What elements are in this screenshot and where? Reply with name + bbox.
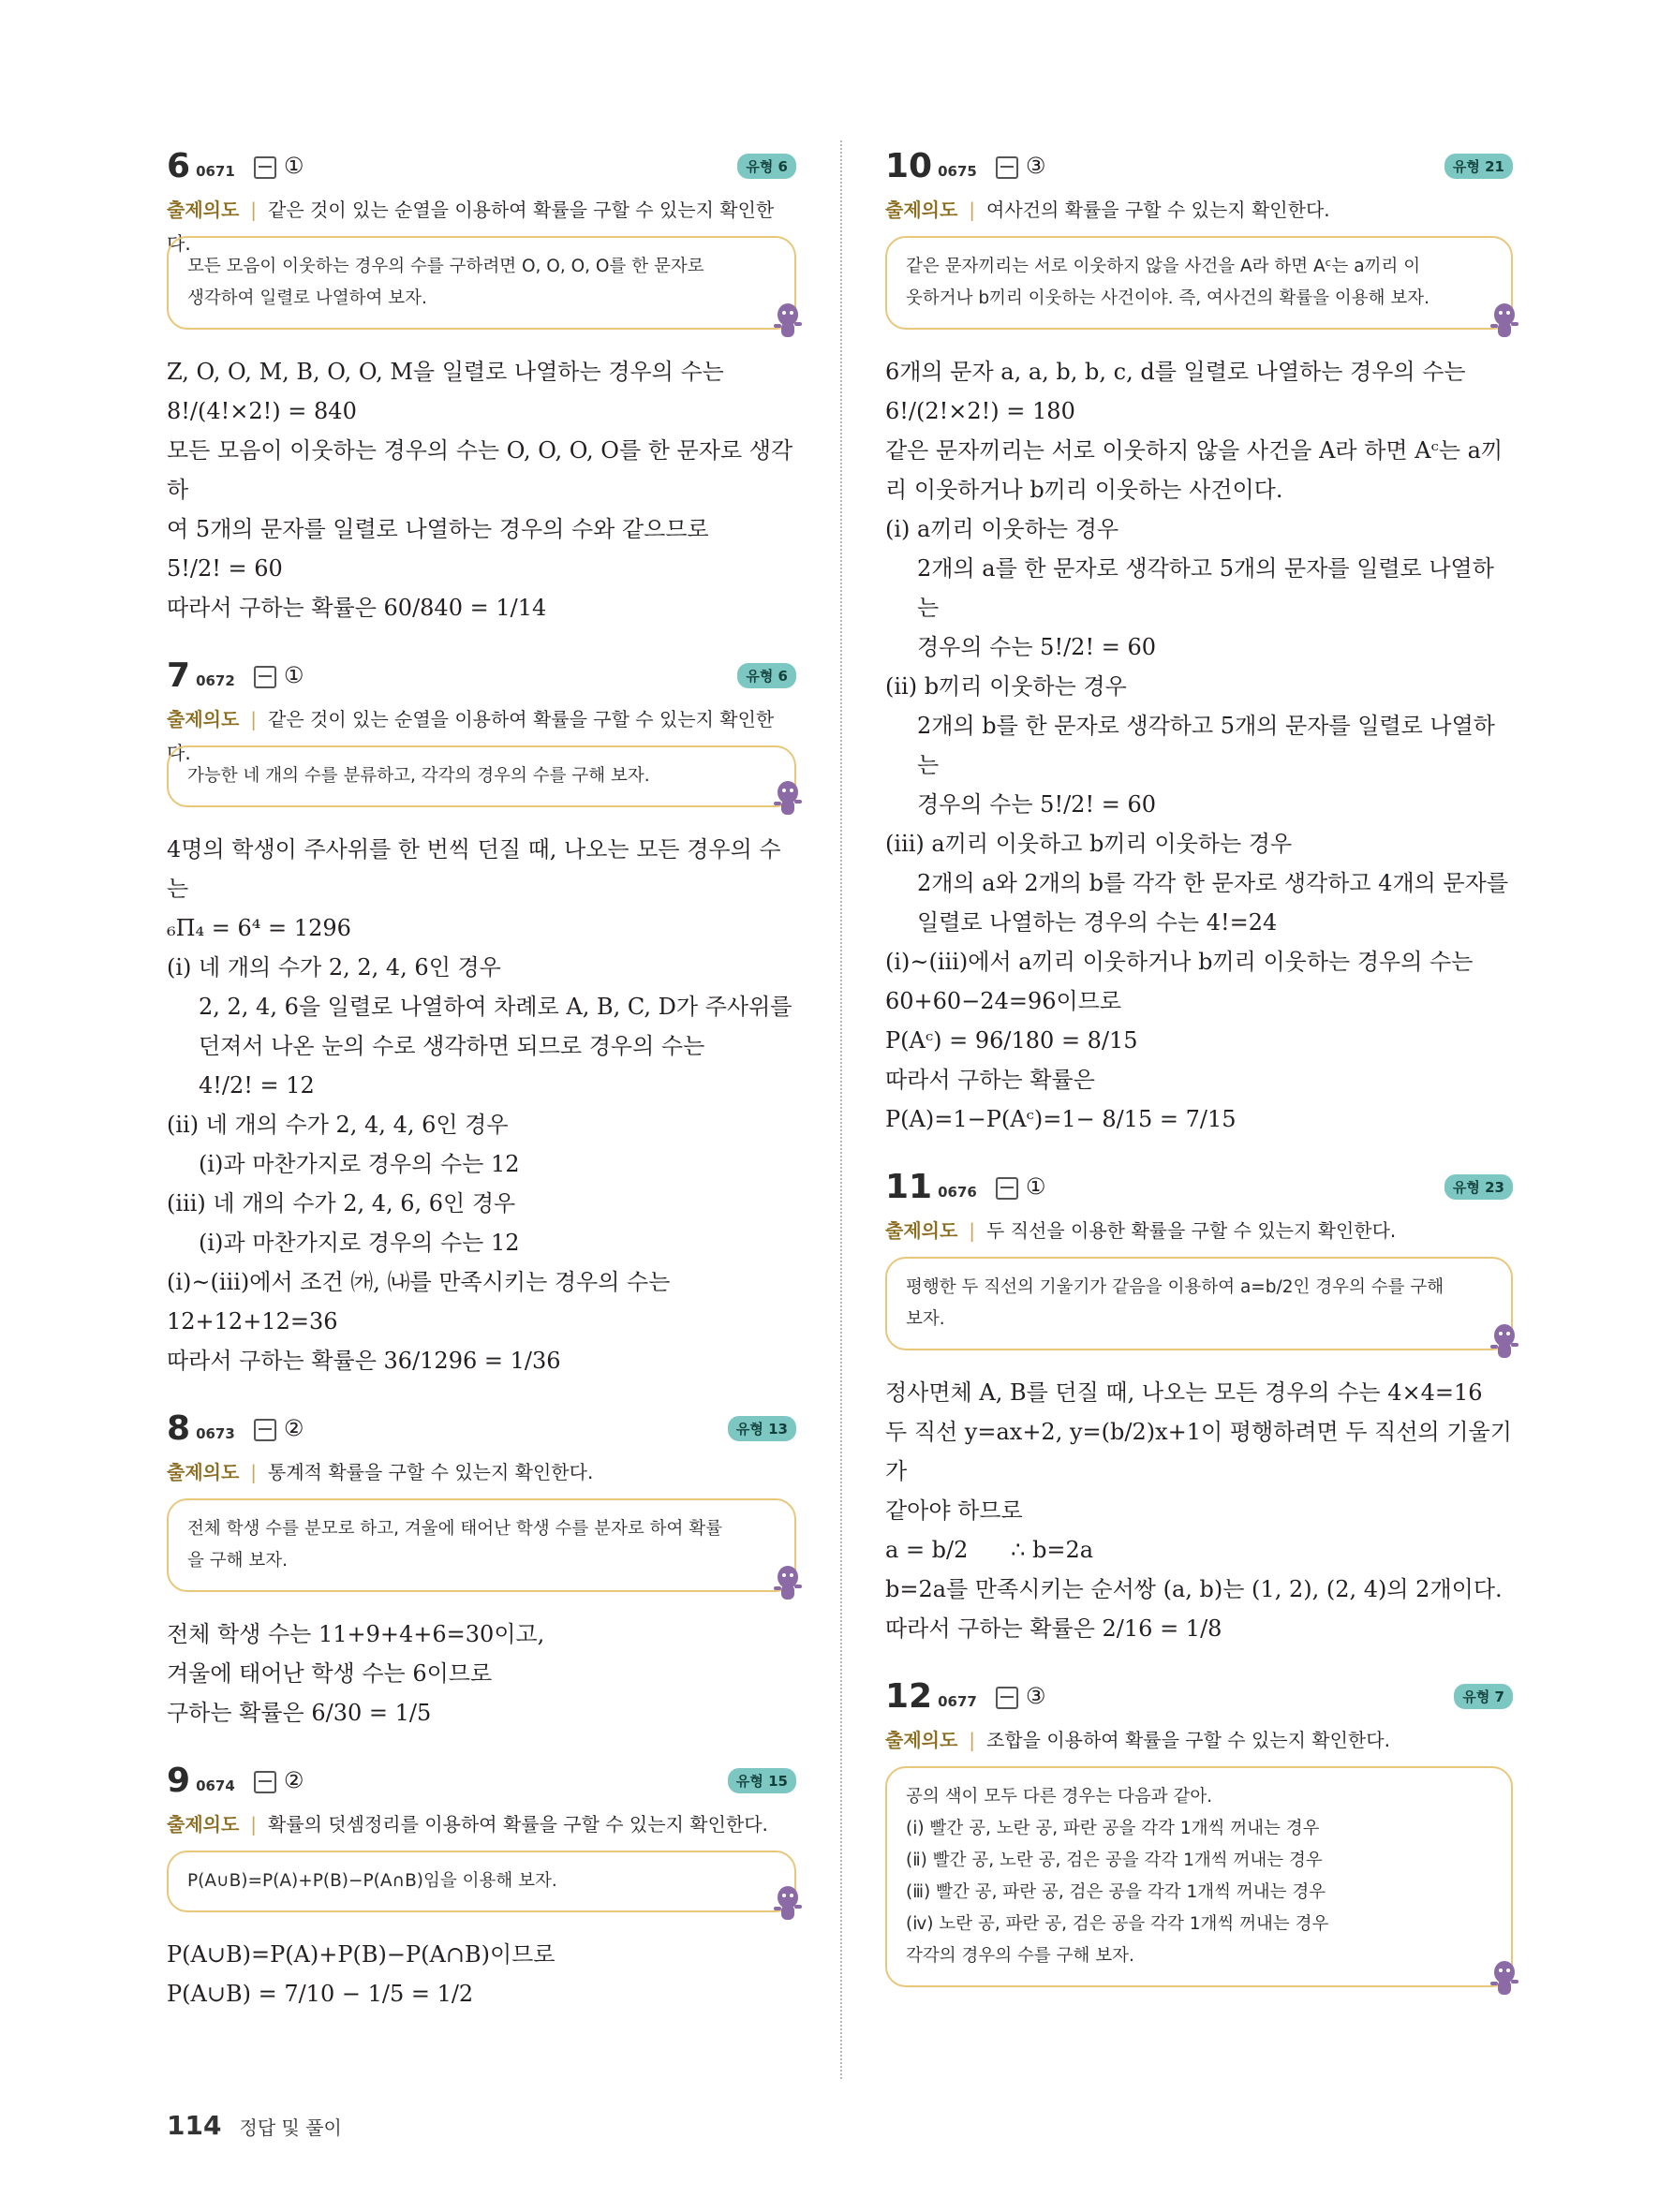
problem-number: 10	[885, 146, 933, 185]
page-number: 114	[167, 2110, 222, 2141]
solution-line: Z, O, O, M, B, O, O, M을 일렬로 나열하는 경우의 수는	[167, 359, 724, 385]
solution-line: (ⅰ) 네 개의 수가 2, 2, 4, 6인 경우	[167, 954, 501, 981]
solution	[167, 1935, 796, 2013]
type-badge: 유형 13	[728, 1416, 796, 1441]
intent-separator: |	[969, 1729, 976, 1751]
intent-text: 통계적 확률을 구할 수 있는지 확인한다.	[268, 1461, 594, 1483]
intent-text: 같은 것이 있는 순열을 이용하여 확률을 구할 수 있는지 확인한다.	[167, 708, 775, 764]
intent-label: 출제의도	[167, 708, 240, 730]
hint-line: 생각하여 일렬로 나열하여 보자.	[187, 288, 427, 308]
intent-text: 여사건의 확률을 구할 수 있는지 확인한다.	[986, 199, 1330, 221]
intent-separator: |	[250, 708, 258, 730]
solution-line: (ⅱ) 네 개의 수가 2, 4, 4, 6인 경우	[167, 1112, 509, 1138]
solution-line: 2개의 a를 한 문자로 생각하고 5개의 문자를 일렬로 나열하는	[917, 555, 1494, 621]
problem-number: 12	[885, 1676, 933, 1716]
page-footer	[167, 2110, 342, 2141]
problem-code: 0677	[938, 1693, 977, 1710]
solution-line: 던져서 나온 눈의 수로 생각하면 되므로 경우의 수는	[199, 1033, 705, 1059]
intent-separator: |	[250, 1813, 258, 1836]
type-badge: 유형 6	[737, 663, 796, 688]
solution-line: P(A∪B)=P(A)+P(B)−P(A∩B)이므로	[167, 1941, 555, 1968]
problem-number: 6	[167, 146, 191, 185]
solution-line: 전체 학생 수는 11+9+4+6=30이고,	[167, 1621, 545, 1647]
intent-line	[167, 193, 796, 255]
intent-label: 출제의도	[167, 199, 240, 221]
intent-line	[885, 193, 1513, 227]
problem-code: 0674	[196, 1777, 235, 1794]
problem-header	[885, 140, 1513, 191]
solution	[885, 352, 1513, 1139]
problem-number: 8	[167, 1408, 191, 1448]
solution-line: 따라서 구하는 확률은	[885, 1067, 1095, 1093]
type-badge: 유형 23	[1444, 1174, 1513, 1200]
mascot-icon	[1490, 1322, 1518, 1364]
solution-line: b=2a를 만족시키는 순서쌍 (a, b)는 (1, 2), (2, 4)의 2개이다.	[885, 1576, 1503, 1602]
intent-text: 조합을 이용하여 확률을 구할 수 있는지 확인한다.	[986, 1729, 1390, 1751]
solution-line: 모든 모음이 이웃하는 경우의 수는 O, O, O, O를 한 문자로 생각하	[167, 437, 793, 503]
solution-line: P(Aᶜ) = 96/180 = 8/15	[885, 1027, 1138, 1054]
answer-value: ①	[283, 153, 304, 179]
solution-line: 일렬로 나열하는 경우의 수는 4!=24	[917, 909, 1278, 936]
solution	[167, 830, 796, 1380]
problem-8	[167, 1403, 796, 1733]
hint-box	[167, 1851, 796, 1912]
hint-line: 같은 문자끼리는 서로 이웃하지 않을 사건을 A라 하면 Aᶜ는 a끼리 이	[906, 257, 1421, 276]
solution-line: (ⅰ)과 마찬가지로 경우의 수는 12	[199, 1151, 520, 1177]
solution-line: 6!/(2!×2!) = 180	[885, 398, 1075, 424]
answer-value: ③	[1025, 153, 1046, 179]
solution-line: a = b/2 ∴ b=2a	[885, 1537, 1094, 1563]
problem-number: 11	[885, 1167, 933, 1206]
problem-7	[167, 650, 796, 1380]
solution-line: 8!/(4!×2!) = 840	[167, 398, 357, 424]
left-column	[167, 140, 796, 2036]
answer-value: ②	[283, 1415, 304, 1441]
problem-6	[167, 140, 796, 627]
solution-line: 4!/2! = 12	[199, 1072, 315, 1099]
intent-label: 출제의도	[885, 199, 958, 221]
hint-line: 을 구해 보자.	[187, 1551, 288, 1571]
solution-line: 같은 문자끼리는 서로 이웃하지 않을 사건을 A라 하면 Aᶜ는 a끼	[885, 437, 1503, 464]
solution	[885, 1373, 1513, 1648]
mascot-icon	[774, 1564, 802, 1605]
problem-10	[885, 140, 1513, 1139]
solution-line: (ⅰ)과 마찬가지로 경우의 수는 12	[199, 1230, 520, 1256]
hint-box	[885, 236, 1513, 330]
hint-line: 평행한 두 직선의 기울기가 같음을 이용하여 a=b/2인 경우의 수를 구해	[906, 1277, 1444, 1297]
hint-line: 전체 학생 수를 분모로 하고, 겨울에 태어난 학생 수를 분자로 하여 확률	[187, 1519, 722, 1539]
solution-line: P(A)=1−P(Aᶜ)=1− 8/15 = 7/15	[885, 1106, 1237, 1132]
solution-line: 두 직선 y=ax+2, y=(b/2)x+1이 평행하려면 두 직선의 기울기가	[885, 1419, 1512, 1484]
intent-separator: |	[969, 199, 976, 221]
solution-line: 리 이웃하거나 b끼리 이웃하는 사건이다.	[885, 477, 1283, 503]
answer-value: ①	[1025, 1173, 1046, 1200]
solution-line: ₆Π₄ = 6⁴ = 1296	[167, 915, 351, 941]
problem-header	[167, 1403, 796, 1453]
hint-line: 보자.	[906, 1309, 945, 1329]
answer-icon	[254, 666, 276, 688]
answer-icon	[254, 1419, 276, 1441]
solution-line: 12+12+12=36	[167, 1308, 338, 1335]
problem-header	[885, 1671, 1513, 1721]
intent-line	[885, 1214, 1513, 1247]
type-badge: 유형 21	[1444, 154, 1513, 179]
hint-line: P(A∪B)=P(A)+P(B)−P(A∩B)임을 이용해 보자.	[187, 1871, 557, 1891]
hint-line: (ⅰ) 빨간 공, 노란 공, 파란 공을 각각 1개씩 꺼내는 경우	[906, 1819, 1320, 1838]
solution	[167, 352, 796, 627]
intent-label: 출제의도	[885, 1219, 958, 1242]
solution-line: 겨울에 태어난 학생 수는 6이므로	[167, 1660, 493, 1687]
solution-line: 2, 2, 4, 6을 일렬로 나열하여 차례로 A, B, C, D가 주사위를	[199, 994, 792, 1020]
intent-text: 같은 것이 있는 순열을 이용하여 확률을 구할 수 있는지 확인한다.	[167, 199, 775, 255]
problem-header	[167, 650, 796, 700]
solution-line: 경우의 수는 5!/2! = 60	[917, 791, 1156, 818]
answer-value: ①	[283, 662, 304, 688]
answer-icon	[996, 156, 1018, 179]
hint-line: (ⅱ) 빨간 공, 노란 공, 검은 공을 각각 1개씩 꺼내는 경우	[906, 1851, 1323, 1870]
type-badge: 유형 7	[1454, 1684, 1513, 1709]
problem-code: 0673	[196, 1425, 235, 1442]
intent-text: 두 직선을 이용한 확률을 구할 수 있는지 확인한다.	[986, 1219, 1397, 1242]
problem-number: 7	[167, 656, 191, 695]
hint-line: 모든 모음이 이웃하는 경우의 수를 구하려면 O, O, O, O를 한 문자로	[187, 257, 704, 276]
intent-separator: |	[250, 1461, 258, 1483]
answer-value: ②	[283, 1767, 304, 1793]
intent-line	[885, 1723, 1513, 1757]
solution-line: (ⅲ) 네 개의 수가 2, 4, 6, 6인 경우	[167, 1190, 516, 1217]
mascot-icon	[774, 779, 802, 820]
intent-line	[167, 1807, 796, 1841]
problem-code: 0671	[196, 163, 235, 180]
intent-separator: |	[250, 199, 258, 221]
hint-line: 웃하거나 b끼리 이웃하는 사건이야. 즉, 여사건의 확률을 이용해 보자.	[906, 288, 1429, 308]
solution-line: 같아야 하므로	[885, 1497, 1023, 1524]
answer-icon	[996, 1687, 1018, 1709]
hint-line: 가능한 네 개의 수를 분류하고, 각각의 경우의 수를 구해 보자.	[187, 766, 650, 786]
hint-box	[885, 1257, 1513, 1350]
problem-number: 9	[167, 1761, 191, 1800]
hint-line: (ⅳ) 노란 공, 파란 공, 검은 공을 각각 1개씩 꺼내는 경우	[906, 1914, 1329, 1934]
solution-line: 60+60−24=96이므로	[885, 988, 1122, 1014]
answer-icon	[254, 156, 276, 179]
solution-line: (ⅰ)~(ⅲ)에서 조건 ㈎, ㈏를 만족시키는 경우의 수는	[167, 1269, 671, 1295]
mascot-icon	[1490, 302, 1518, 343]
hint-line: 공의 색이 모두 다른 경우는 다음과 같아.	[906, 1787, 1213, 1806]
solution-line: 따라서 구하는 확률은 36/1296 = 1/36	[167, 1348, 561, 1374]
problem-9	[167, 1755, 796, 2013]
column-divider	[840, 140, 842, 2079]
hint-box	[167, 745, 796, 807]
problem-header	[167, 140, 796, 191]
solution-line: P(A∪B) = 7/10 − 1/5 = 1/2	[167, 1981, 474, 2007]
intent-label: 출제의도	[167, 1813, 240, 1836]
hint-box	[167, 236, 796, 330]
intent-separator: |	[969, 1219, 976, 1242]
answer-icon	[254, 1771, 276, 1793]
solution-line: 2개의 a와 2개의 b를 각각 한 문자로 생각하고 4개의 문자를	[917, 870, 1509, 896]
solution-line: 경우의 수는 5!/2! = 60	[917, 634, 1156, 660]
type-badge: 유형 6	[737, 154, 796, 179]
problem-code: 0676	[938, 1184, 977, 1201]
problem-header	[885, 1161, 1513, 1212]
hint-box	[167, 1498, 796, 1592]
solution-line: 6개의 문자 a, a, b, b, c, d를 일렬로 나열하는 경우의 수는	[885, 359, 1466, 385]
problem-11	[885, 1161, 1513, 1648]
mascot-icon	[774, 302, 802, 343]
solution-line: (ⅰ)~(ⅲ)에서 a끼리 이웃하거나 b끼리 이웃하는 경우의 수는	[885, 949, 1474, 975]
hint-line: (ⅲ) 빨간 공, 파란 공, 검은 공을 각각 1개씩 꺼내는 경우	[906, 1882, 1326, 1902]
solution-line: 여 5개의 문자를 일렬로 나열하는 경우의 수와 같으므로	[167, 516, 709, 542]
problem-code: 0675	[938, 163, 977, 180]
hint-line: 각각의 경우의 수를 구해 보자.	[906, 1946, 1134, 1966]
solution-line: 2개의 b를 한 문자로 생각하고 5개의 문자를 일렬로 나열하는	[917, 713, 1495, 778]
solution-line: 4명의 학생이 주사위를 한 번씩 던질 때, 나오는 모든 경우의 수는	[167, 836, 781, 902]
solution-line: (ⅲ) a끼리 이웃하고 b끼리 이웃하는 경우	[885, 831, 1293, 857]
problem-12	[885, 1671, 1513, 1987]
solution	[167, 1615, 796, 1733]
solution-line: (ⅱ) b끼리 이웃하는 경우	[885, 673, 1127, 700]
solution-line: 5!/2! = 60	[167, 555, 283, 582]
intent-line	[167, 702, 796, 764]
intent-text: 확률의 덧셈정리를 이용하여 확률을 구할 수 있는지 확인한다.	[268, 1813, 768, 1836]
intent-label: 출제의도	[167, 1461, 240, 1483]
right-column	[885, 140, 1513, 2010]
intent-label: 출제의도	[885, 1729, 958, 1751]
solution-line: 따라서 구하는 확률은 60/840 = 1/14	[167, 595, 547, 621]
solution-line: (ⅰ) a끼리 이웃하는 경우	[885, 516, 1119, 542]
answer-value: ③	[1025, 1683, 1046, 1709]
solution-line: 구하는 확률은 6/30 = 1/5	[167, 1700, 432, 1726]
hint-box	[885, 1766, 1513, 1987]
mascot-icon	[1490, 1959, 1518, 2000]
solution-line: 따라서 구하는 확률은 2/16 = 1/8	[885, 1615, 1222, 1642]
problem-code: 0672	[196, 672, 235, 689]
answer-icon	[996, 1177, 1018, 1200]
problem-header	[167, 1755, 796, 1806]
solution-line: 정사면체 A, B를 던질 때, 나오는 모든 경우의 수는 4×4=16	[885, 1379, 1483, 1406]
section-label: 정답 및 풀이	[239, 2116, 342, 2139]
mascot-icon	[774, 1884, 802, 1925]
type-badge: 유형 15	[728, 1768, 796, 1793]
intent-line	[167, 1455, 796, 1489]
